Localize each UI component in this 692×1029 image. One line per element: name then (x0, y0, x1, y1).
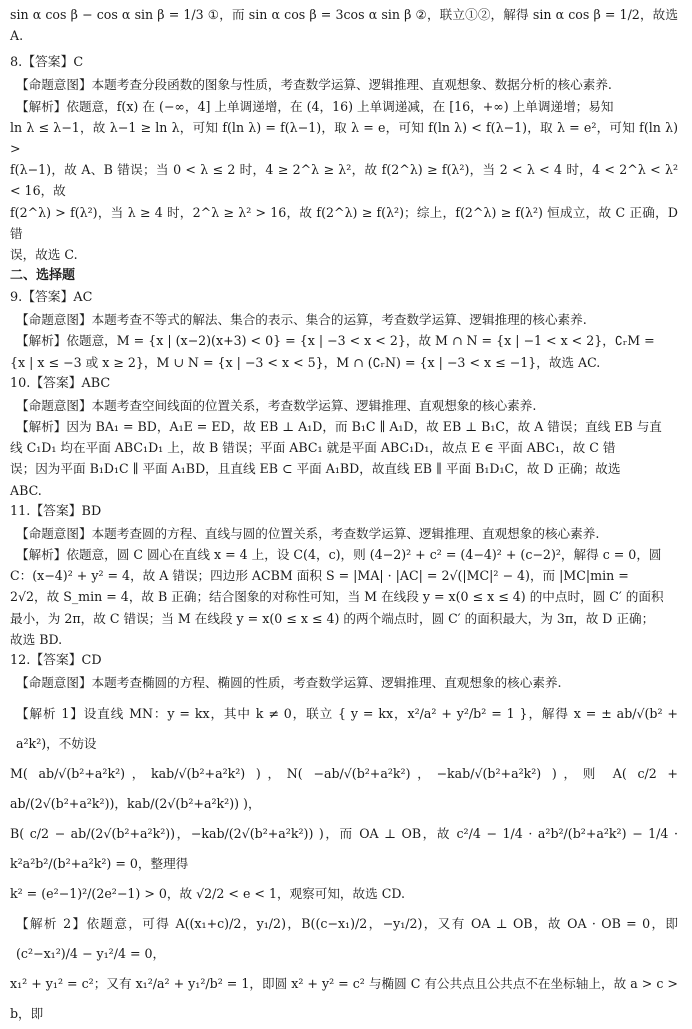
q8-intent: 【命题意图】本题考查分段函数的图象与性质，考查数学运算、逻辑推理、直观想象、数据分析的核心素养. (16, 77, 612, 93)
q9-analysis-2: {x | x ≤ −3 或 x ≥ 2}，M ∪ N = {x | −3 < x < 5}，M ∩ (∁ᵣN) = {x | −3 < x ≤ −1}，故选 AC. (10, 354, 601, 370)
q8-analysis-2: ln λ ≤ λ−1，故 λ−1 ≥ ln λ，可知 f(ln λ) = f(λ−1)，取 λ = e，可知 f(ln λ) < f(λ−1)，取 λ = e²，可知 f(ln λ) > (10, 119, 678, 157)
q11-analysis-3: 2√2，故 S_min = 4，故 B 正确；结合图象的对称性可知，当 M 在线段 y = x(0 ≤ x ≤ 4) 的中点时，圆 C′ 的面积 (10, 589, 664, 605)
q10-analysis-4: ABC. (10, 482, 42, 498)
q11-analysis-5: 故选 BD. (10, 631, 63, 647)
q11-analysis-1: 【解析】依题意，圆 C 圆心在直线 x = 4 上，设 C(4，c)，则 (4−2)² + c² = (4−4)² + (c−2)²，解得 c = 0，圆 (16, 547, 662, 563)
q12-analysis1-1: 【解析 1】设直线 MN：y = kx，其中 k ≠ 0，联立 { y = kx，x²/a² + y²/b² = 1 }，解得 x = ± ab/√(b² + a²k²)，不妨设 (16, 706, 678, 752)
q12-analysis1-2: M( ab/√(b²+a²k²)，kab/√(b²+a²k²) )，N( −ab/√(b²+a²k²)，−kab/√(b²+a²k²) )，则 A( c/2 + ab/(2√(b²+a²k²))，kab/(2√(b²+a²k²)) )， (10, 766, 678, 812)
q8-analysis-5: 误，故选 C. (10, 247, 78, 263)
q11-analysis-4: 最小，为 2π，故 C 错误；当 M 在线段 y = x(0 ≤ x ≤ 4) 的两个端点时，圆 C′ 的面积最大，为 3π，故 D 正确； (10, 610, 655, 626)
q9-analysis-1: 【解析】依题意，M = {x | (x−2)(x+3) < 0} = {x | −3 < x < 2}，故 M ∩ N = {x | −1 < x < 2}，∁ᵣM = (16, 333, 655, 349)
q10-analysis-3: 误；因为平面 B₁D₁C ∥ 平面 A₁BD，且直线 EB ⊂ 平面 A₁BD，故直线 EB ∥ 平面 B₁D₁C，故 D 正确；故选 (10, 461, 621, 477)
q9-intent: 【命题意图】本题考查不等式的解法、集合的表示、集合的运算，考查数学运算、逻辑推理的核心素养. (16, 312, 587, 328)
q8-analysis-3: f(λ−1)，故 A、B 错误；当 0 < λ ≤ 2 时，4 ≥ 2^λ ≥ λ²，故 f(2^λ) ≥ f(λ²)，当 2 < λ < 4 时，4 < 2^λ < λ² < 16，故 (10, 162, 678, 199)
q12-analysis1-4: k² = (e²−1)²/(2e²−1) > 0，故 √2/2 < e < 1，观察可知，故选 CD. (10, 886, 406, 902)
q11-analysis-2: C：(x−4)² + y² = 4，故 A 错误；四边形 ACBM 面积 S = |MA| · |AC| = 2√(|MC|² − 4)，而 |MC|min = (10, 568, 629, 584)
section-2-heading: 二、选择题 (10, 268, 76, 284)
q9-answer: 9.【答案】AC (10, 290, 93, 306)
q10-answer: 10.【答案】ABC (10, 375, 111, 391)
q12-answer: 12.【答案】CD (10, 653, 102, 669)
q10-analysis-1: 【解析】因为 BA₁ = BD，A₁E = ED，故 EB ⊥ A₁D，而 B₁C ∥ A₁D，故 EB ⊥ B₁C，故 A 错误；直线 EB 与直 (16, 419, 662, 435)
q12-analysis1-3: B( c/2 − ab/(2√(b²+a²k²))，−kab/(2√(b²+a²k²)) )，而 OA ⊥ OB，故 c²/4 − 1/4 · a²b²/(b²+a²k²) − 1/4 · k²a²b²/(b²+a²k²) = 0，整理得 (10, 826, 678, 872)
q10-intent: 【命题意图】本题考查空间线面的位置关系，考查数学运算、逻辑推理、直观想象的核心素养. (16, 397, 537, 413)
q12-analysis2-1: 【解析 2】依题意，可得 A((x₁+c)/2，y₁/2)，B((c−x₁)/2，−y₁/2)，又有 OA ⊥ OB，故 OA · OB = 0，即 (c²−x₁²)/4 − y₁²/4 = 0， (16, 916, 678, 962)
q10-analysis-2: 线 C₁D₁ 均在平面 ABC₁D₁ 上，故 B 错误；平面 ABC₁ 就是平面 ABC₁D₁，故点 E ∈ 平面 ABC₁，故 C 错 (10, 440, 616, 456)
q12-analysis2-2: x₁² + y₁² = c²；又有 x₁²/a² + y₁²/b² = 1，即圆 x² + y² = c² 与椭圆 C 有公共点且公共点不在坐标轴上，故 a > c > b，即 (10, 976, 678, 1022)
line-q7-end: sin α cos β − cos α sin β = 1/3 ①，而 sin α cos β = 3cos α sin β ②，联立①②，解得 sin α cos β = 1/2，故选 A. (10, 7, 678, 44)
q8-analysis-4: f(2^λ) > f(λ²)，当 λ ≥ 4 时，2^λ ≥ λ² > 16，故 f(2^λ) ≥ f(λ²)；综上，f(2^λ) ≥ f(λ²) 恒成立，故 C 正确，D 错 (10, 204, 678, 241)
q11-answer: 11.【答案】BD (10, 503, 102, 519)
q8-answer: 8.【答案】C (10, 55, 84, 71)
q8-analysis-1: 【解析】依题意，f(x) 在 (−∞，4] 上单调递增，在 (4，16) 上单调递减，在 [16，+∞) 上单调递增；易知 (16, 98, 614, 114)
q12-intent: 【命题意图】本题考查椭圆的方程、椭圆的性质，考查数学运算、逻辑推理、直观想象的核心素养. (16, 675, 562, 691)
q11-intent: 【命题意图】本题考查圆的方程、直线与圆的位置关系，考查数学运算、逻辑推理、直观想象的核心素养. (16, 525, 600, 541)
